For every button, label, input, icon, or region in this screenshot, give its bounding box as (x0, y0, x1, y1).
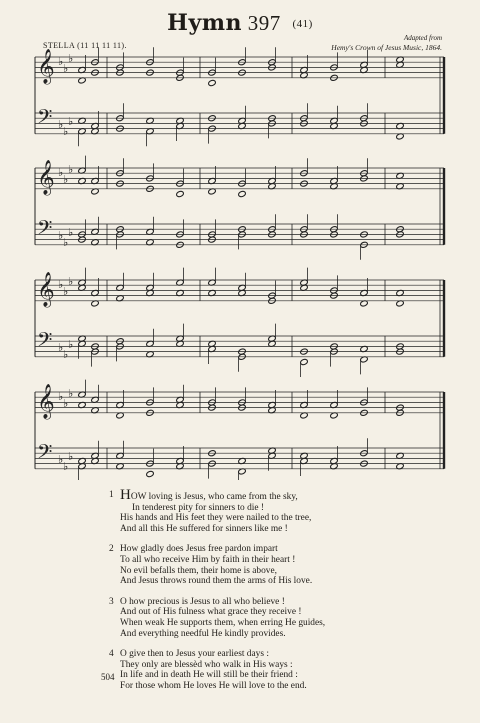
source-line-1: Adapted from (403, 34, 442, 42)
verse-line: And Jesus throws round them the arms of His love. (120, 576, 313, 587)
source-line-2: Hemy's Crown of Jesus Music, 1864. (331, 43, 442, 52)
flat-sign-icon: ♭ (58, 453, 64, 466)
flat-sign-icon: ♭ (68, 115, 74, 128)
flat-sign-icon: ♭ (58, 118, 64, 131)
flat-sign-icon: ♭ (68, 450, 74, 463)
flat-sign-icon: ♭ (68, 226, 74, 239)
flat-sign-icon: ♭ (63, 285, 69, 298)
verse-4 (109, 649, 460, 691)
verse-line: O give then to Jesus your earliest days : (120, 649, 269, 660)
hymn-number: 397 (247, 11, 281, 35)
verse-line: OW loving is Jesus, who came from the sky, (130, 492, 298, 502)
bass-clef-icon: 𝄢 (37, 440, 53, 468)
verses (109, 487, 460, 702)
verse-line: For those whom He loves He will love to the end. (120, 680, 307, 691)
bass-clef-icon: 𝄢 (37, 105, 53, 133)
music-system (35, 156, 444, 260)
note-head (300, 358, 308, 365)
verse-line: In life and in death He will still be their friend : (120, 670, 298, 681)
treble-clef-icon: 𝄞 (37, 272, 55, 307)
flat-sign-icon: ♭ (58, 390, 64, 403)
verse-number: 4 (109, 649, 114, 660)
drop-cap: H (120, 487, 131, 503)
verse-number: 1 (109, 490, 114, 500)
note-head (146, 470, 154, 477)
verse-3 (109, 596, 460, 639)
flat-sign-icon: ♭ (63, 173, 69, 186)
verse-line: No evil befalls them, their home is above, (120, 565, 277, 576)
treble-clef-icon: 𝄞 (37, 160, 55, 195)
music-system (35, 380, 444, 480)
flat-sign-icon: ♭ (58, 341, 64, 354)
flat-sign-icon: ♭ (63, 348, 69, 361)
tune-name: STELLA (11 11 11 11). (43, 41, 127, 50)
page-number: 504 (101, 672, 115, 682)
hymn-alt-number: (41) (292, 18, 313, 30)
music-system (35, 268, 444, 377)
verse-number: 3 (109, 596, 114, 607)
flat-sign-icon: ♭ (63, 236, 69, 249)
verse-2 (109, 544, 460, 587)
flat-sign-icon: ♭ (68, 338, 74, 351)
verse-line: When weak He supports them, when erring He guides, (120, 617, 326, 628)
hymn-title-prefix: Hymn (167, 10, 242, 36)
verse-line: His hands and His feet they were nailed to the tree, (120, 513, 312, 524)
flat-sign-icon: ♭ (58, 278, 64, 291)
flat-sign-icon: ♭ (58, 55, 64, 68)
note-head (208, 79, 216, 86)
flat-sign-icon: ♭ (68, 387, 74, 400)
verse-1 (109, 487, 460, 534)
flat-sign-icon: ♭ (68, 275, 74, 288)
flat-sign-icon: ♭ (63, 62, 69, 75)
flat-sign-icon: ♭ (63, 397, 69, 410)
verse-line: They only are blessèd who walk in His ways : (120, 659, 293, 670)
verse-line: In tenderest pity for sinners to die ! (132, 502, 264, 513)
verse-number: 2 (109, 544, 114, 555)
flat-sign-icon: ♭ (63, 125, 69, 138)
music-system (35, 47, 444, 146)
verse-line: O how precious is Jesus to all who believe ! (120, 596, 285, 607)
note-head (238, 190, 246, 197)
treble-clef-icon: 𝄞 (37, 49, 55, 84)
flat-sign-icon: ♭ (63, 460, 69, 473)
flat-sign-icon: ♭ (58, 229, 64, 242)
flat-sign-icon: ♭ (68, 52, 74, 65)
flat-sign-icon: ♭ (58, 166, 64, 179)
verse-line: And everything needful He kindly provides. (120, 628, 286, 639)
bass-clef-icon: 𝄢 (37, 216, 53, 244)
treble-clef-icon: 𝄞 (37, 384, 55, 419)
flat-sign-icon: ♭ (68, 163, 74, 176)
verse-line: And out of His fulness what grace they receive ! (120, 607, 302, 618)
note-head (176, 190, 184, 197)
bass-clef-icon: 𝄢 (37, 328, 53, 356)
verse-line: To all who receive Him by faith in their heart ! (120, 554, 296, 565)
verse-line: How gladly does Jesus free pardon impart (120, 544, 278, 555)
verse-line: And all this He suffered for sinners like me ! (120, 523, 288, 534)
